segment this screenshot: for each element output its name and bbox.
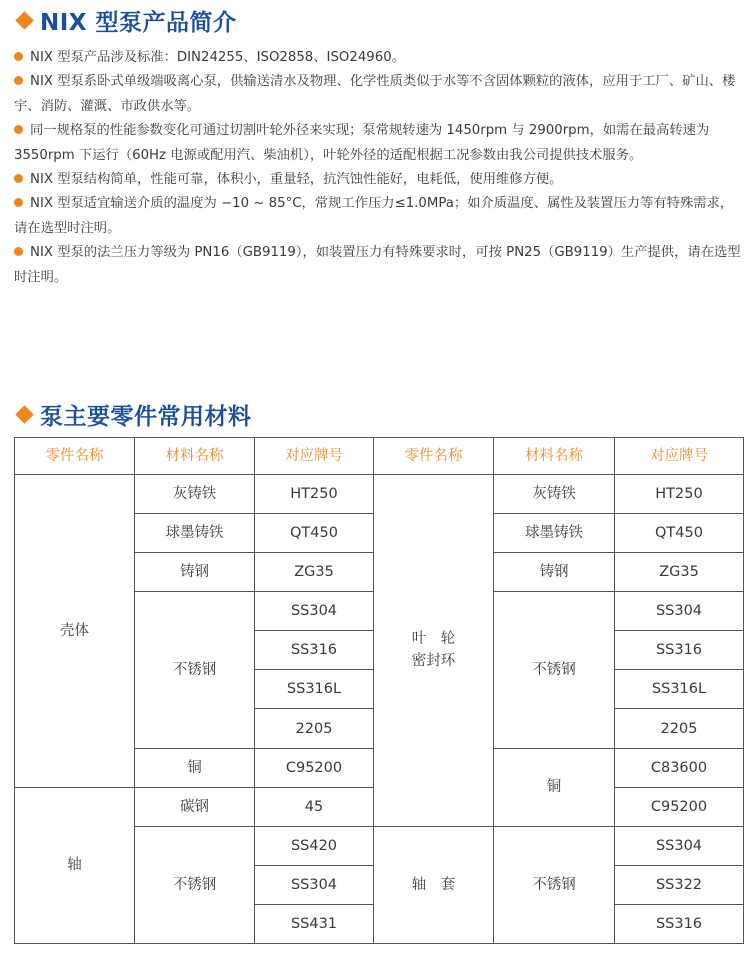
grade-cell: C95200 xyxy=(615,787,744,826)
bullet-item: 同一规格泵的性能参数变化可通过切割叶轮外径来实现；泵常规转速为 1450rpm 与 2900rpm，如需在最高转速为 3550rpm 下运行（60Hz 电源或配用汽、柴油机），叶轮外径的适配根据工况参数由我公司提供技术服务。 xyxy=(14,123,710,163)
grade-cell: ZG35 xyxy=(615,553,744,592)
material-cell: 不锈钢 xyxy=(494,826,615,943)
material-cell: 不锈钢 xyxy=(494,592,615,748)
bullet-item: NIX 型泵结构简单，性能可靠，体积小，重量轻，抗汽蚀性能好，电耗低，使用维修方便。 xyxy=(14,168,744,192)
bullet-item: NIX 型泵系卧式单级端吸离心泵，供输送清水及物理、化学性质类似于水等不含固体颗粒的液体，应用于工厂、矿山、楼宇、消防、灌溉、市政供水等。 xyxy=(14,74,736,114)
part-cell: 轴 xyxy=(15,787,135,943)
grade-cell: SS316 xyxy=(255,631,374,670)
grade-cell: SS316L xyxy=(615,670,744,709)
grade-cell: 45 xyxy=(255,787,374,826)
grade-cell: SS316L xyxy=(255,670,374,709)
grade-cell: SS304 xyxy=(255,865,374,904)
grade-cell: SS304 xyxy=(615,592,744,631)
part-cell: 轴 套 xyxy=(374,826,494,943)
material-cell: 铸钢 xyxy=(494,553,615,592)
grade-cell: SS322 xyxy=(615,865,744,904)
grade-cell: SS431 xyxy=(255,904,374,943)
section-heading-intro xyxy=(16,4,237,37)
diamond-icon xyxy=(15,11,33,29)
bullet-item: NIX 型泵产品涉及标准：DIN24255、ISO2858、ISO24960。 xyxy=(14,46,744,70)
grade-cell: SS420 xyxy=(255,826,374,865)
part-cell: 叶 轮 密封环 xyxy=(374,475,494,827)
grade-cell: 2205 xyxy=(615,709,744,748)
diamond-icon xyxy=(15,405,33,423)
grade-cell: 2205 xyxy=(255,709,374,748)
grade-cell: C83600 xyxy=(615,748,744,787)
section-heading-materials xyxy=(16,398,252,431)
grade-cell: SS316 xyxy=(615,631,744,670)
grade-cell: HT250 xyxy=(255,475,374,514)
material-cell: 球墨铸铁 xyxy=(135,514,255,553)
grade-cell: SS304 xyxy=(615,826,744,865)
material-cell: 铸钢 xyxy=(135,553,255,592)
bullet-item: NIX 型泵适宜输送介质的温度为 −10 ~ 85°C，常规工作压力≤1.0MPa；如介质温度、属性及装置压力等有特殊需求，请在选型时注明。 xyxy=(14,196,734,236)
material-cell: 球墨铸铁 xyxy=(494,514,615,553)
grade-cell: SS304 xyxy=(255,592,374,631)
bullet-item: NIX 型泵的法兰压力等级为 PN16（GB9119），如装置压力有特殊要求时，可按 PN25（GB9119）生产提供，请在选型时注明。 xyxy=(14,245,741,285)
header-cell: 零件名称 xyxy=(15,438,135,475)
grade-cell: HT250 xyxy=(615,475,744,514)
bullet-dot-icon xyxy=(14,198,23,207)
material-cell: 灰铸铁 xyxy=(135,475,255,514)
grade-cell: C95200 xyxy=(255,748,374,787)
header-cell: 对应牌号 xyxy=(255,438,374,475)
part-cell: 壳体 xyxy=(15,475,135,788)
bullet-dot-icon xyxy=(14,52,23,61)
header-cell: 材料名称 xyxy=(135,438,255,475)
material-cell: 不锈钢 xyxy=(135,592,255,748)
table-row xyxy=(15,475,744,514)
grade-cell: SS316 xyxy=(615,904,744,943)
grade-cell: QT450 xyxy=(615,514,744,553)
header-cell: 对应牌号 xyxy=(615,438,744,475)
material-cell: 铜 xyxy=(135,748,255,787)
intro-bullet-list xyxy=(14,46,744,290)
material-cell: 灰铸铁 xyxy=(494,475,615,514)
material-cell: 不锈钢 xyxy=(135,826,255,943)
section-title: 泵主要零件常用材料 xyxy=(40,404,252,430)
section-title: NIX 型泵产品简介 xyxy=(40,10,237,36)
material-cell: 碳钢 xyxy=(135,787,255,826)
materials-table xyxy=(14,437,744,944)
header-cell: 材料名称 xyxy=(494,438,615,475)
bullet-dot-icon xyxy=(14,247,23,256)
grade-cell: QT450 xyxy=(255,514,374,553)
bullet-dot-icon xyxy=(14,76,23,85)
material-cell: 铜 xyxy=(494,748,615,826)
bullet-dot-icon xyxy=(14,125,23,134)
header-cell: 零件名称 xyxy=(374,438,494,475)
table-header-row xyxy=(15,438,744,475)
grade-cell: ZG35 xyxy=(255,553,374,592)
bullet-dot-icon xyxy=(14,174,23,183)
